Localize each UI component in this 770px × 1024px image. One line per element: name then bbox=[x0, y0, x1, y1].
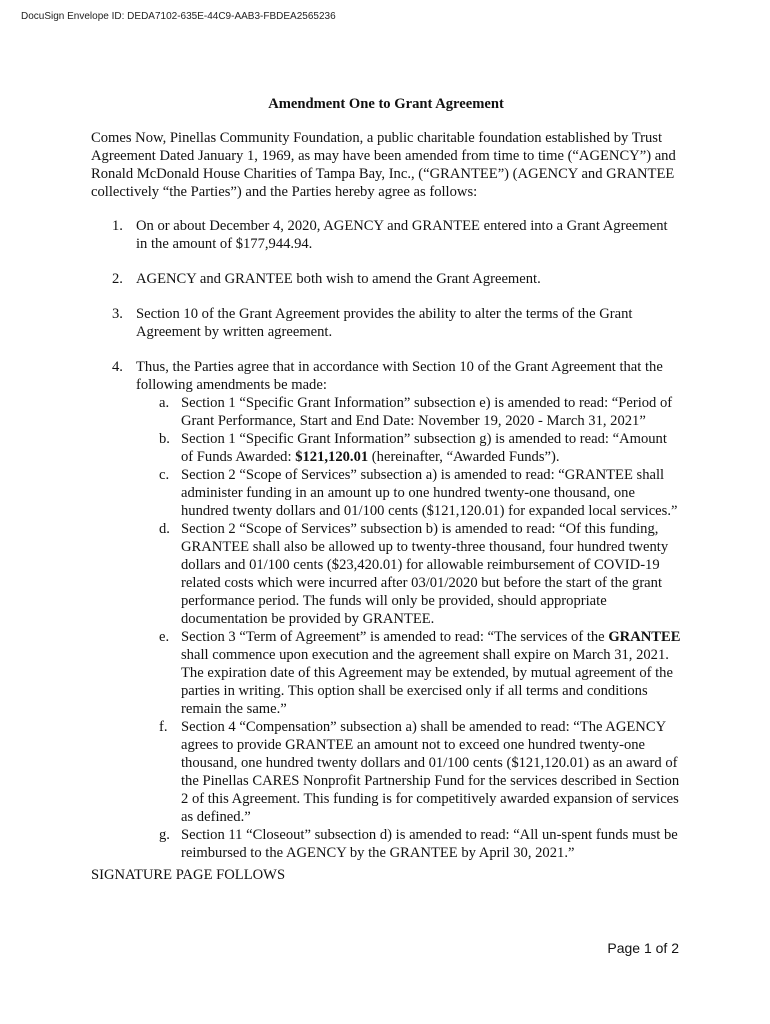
list-number: 4. bbox=[112, 359, 123, 375]
signature-page-note: SIGNATURE PAGE FOLLOWS bbox=[91, 867, 286, 883]
list-number: 2. bbox=[112, 271, 123, 287]
list-item-text: AGENCY and GRANTEE both wish to amend the Grant Agreement. bbox=[136, 271, 541, 287]
amendment-letter: f. bbox=[159, 719, 168, 735]
amendment-letter: b. bbox=[159, 431, 170, 447]
amendment-item bbox=[136, 394, 681, 430]
awarded-amount: $121,120.01 bbox=[295, 449, 369, 465]
list-item-text: Thus, the Parties agree that in accordance with Section 10 of the Grant Agreement that the following amendments be made: bbox=[136, 359, 663, 393]
amendment-item bbox=[136, 826, 681, 862]
amendment-letter: e. bbox=[159, 629, 170, 645]
amendment-text-cont: shall commence upon execution and the agreement shall expire on March 31, 2021. The expiration date of this Agreement may be extended, by mutual agreement of the parties in writing. This option shall be exercised only if all terms and conditions remain the same.” bbox=[181, 647, 673, 717]
list-item bbox=[91, 305, 681, 341]
list-item bbox=[91, 270, 681, 288]
list-item-text: Section 10 of the Grant Agreement provides the ability to alter the terms of the Grant Agreement by written agreement. bbox=[136, 306, 633, 340]
amendment-text: Section 3 “Term of Agreement” is amended to read: “The services of the bbox=[181, 629, 609, 645]
amendment-letter: c. bbox=[159, 467, 170, 483]
page-number: Page 1 of 2 bbox=[607, 940, 679, 956]
amendment-item bbox=[136, 520, 681, 628]
amendment-text: Section 1 “Specific Grant Information” subsection g) is amended to read: “Amount of Funds Awarded: bbox=[181, 431, 667, 465]
amendment-text-cont: (hereinafter, “Awarded Funds”). bbox=[368, 449, 560, 465]
grantee-bold: GRANTEE bbox=[608, 629, 681, 645]
list-number: 1. bbox=[112, 218, 123, 234]
amendment-item bbox=[136, 466, 681, 520]
document-title: Amendment One to Grant Agreement bbox=[268, 96, 504, 112]
list-number: 3. bbox=[112, 306, 123, 322]
list-item bbox=[91, 217, 681, 253]
amendment-text: Section 2 “Scope of Services” subsection b) is amended to read: “Of this funding, GRANTEE shall also be allowed up to twenty-three thousand, four hundred twenty dollars and 01/100 cents ($23,420.01) for allowable reimbursement of COVID-19 related costs which were incurred after 03/01/2020 but before the start of the grant performance period. The funds will only be provided, should appropriate documentation be provided by GRANTEE. bbox=[181, 521, 669, 627]
list-item-text: On or about December 4, 2020, AGENCY and GRANTEE entered into a Grant Agreement in the amount of $177,944.94. bbox=[136, 218, 668, 252]
amendment-letter: d. bbox=[159, 521, 170, 537]
amendment-letter: a. bbox=[159, 395, 170, 411]
amendments-list bbox=[136, 394, 681, 862]
amendment-text: Section 2 “Scope of Services” subsection a) is amended to read: “GRANTEE shall administer funding in an amount up to one hundred twenty-one thousand, one hundred twenty dollars and 01/100 cents ($121,120.01) for expanded local services.” bbox=[181, 467, 678, 519]
amendment-text: Section 1 “Specific Grant Information” subsection e) is amended to read: “Period of Grant Performance, Start and End Date: November 19, 2020 - March 31, 2021” bbox=[181, 395, 673, 429]
intro-paragraph: Comes Now, Pinellas Community Foundation, a public charitable foundation established by Trust Agreement Dated January 1, 1969, as may have been amended from time to time (“AGENCY”) and Ronald McDonald House Charities of Tampa Bay, Inc., (“GRANTEE”) (AGENCY and GRANTEE collectively “the Parties”) and the Parties hereby agree as follows: bbox=[91, 130, 676, 200]
docusign-envelope-id: DocuSign Envelope ID: DEDA7102-635E-44C9-AAB3-FBDEA2565236 bbox=[21, 11, 336, 22]
amendment-text: Section 11 “Closeout” subsection d) is amended to read: “All un-spent funds must be reimbursed to the AGENCY by the GRANTEE by April 30, 2021.” bbox=[181, 827, 678, 861]
amendment-letter: g. bbox=[159, 827, 170, 843]
amendment-item bbox=[136, 718, 681, 826]
amendment-item bbox=[136, 430, 681, 466]
amendment-item bbox=[136, 628, 681, 718]
document-page bbox=[91, 95, 681, 884]
numbered-list bbox=[91, 217, 681, 862]
list-item bbox=[91, 358, 681, 862]
amendment-text: Section 4 “Compensation” subsection a) shall be amended to read: “The AGENCY agrees to provide GRANTEE an amount not to exceed one hundred twenty-one thousand, one hundred twenty dollars and 01/100 cents ($121,120.01) as an award of the Pinellas CARES Nonprofit Partnership Fund for the services described in Section 2 of this Agreement. This funding is for competitively awarded expansion of services as defined.” bbox=[181, 719, 680, 825]
